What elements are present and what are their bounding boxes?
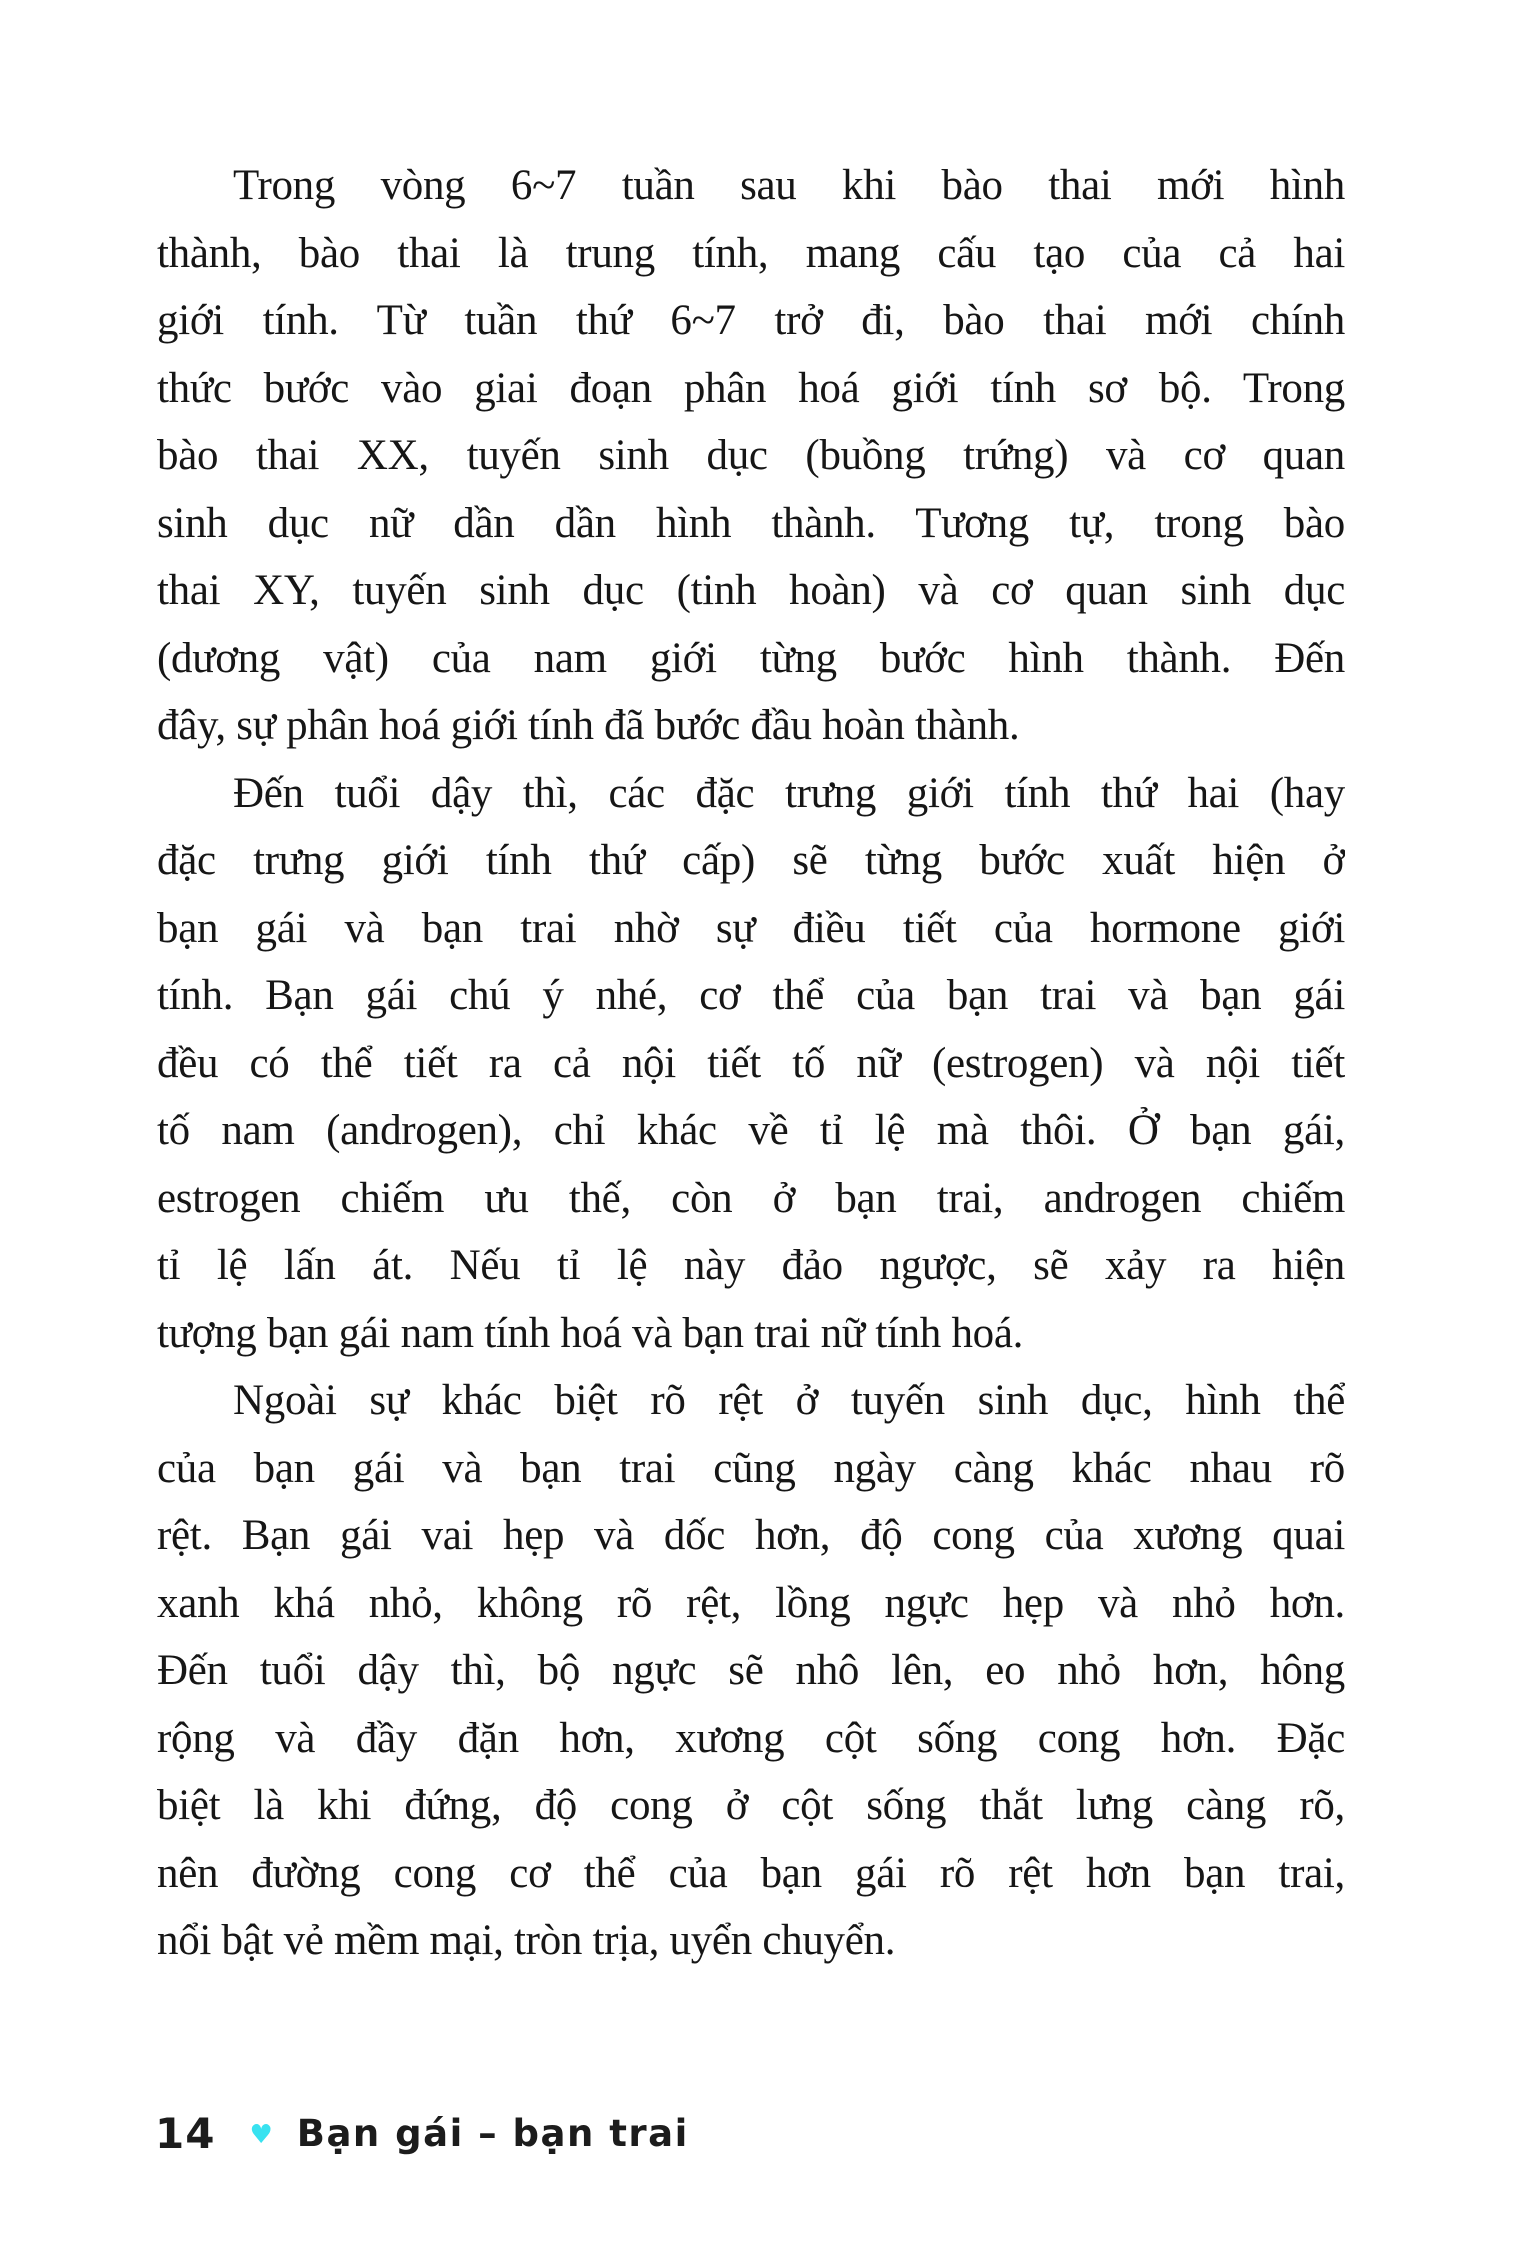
text-line: tỉ lệ lấn át. Nếu tỉ lệ này đảo ngược, sẽ xảy ra hiện xyxy=(157,1242,1345,1289)
text-line: nên đường cong cơ thể của bạn gái rõ rệt hơn bạn trai, xyxy=(157,1849,1345,1897)
text-line: đặc trưng giới tính thứ cấp) sẽ từng bước xuất hiện ở xyxy=(157,837,1345,884)
text-line: Trong vòng 6~7 tuần sau khi bào thai mới hình xyxy=(233,162,1345,209)
text-line: rệt. Bạn gái vai hẹp và dốc hơn, độ cong của xương quai xyxy=(157,1512,1345,1559)
text-line: giới tính. Từ tuần thứ 6~7 trở đi, bào thai mới chính xyxy=(157,297,1345,344)
text-line: bào thai XX, tuyến sinh dục (buồng trứng) và cơ quan xyxy=(157,432,1345,479)
text-line: sinh dục nữ dần dần hình thành. Tương tự, trong bào xyxy=(157,499,1345,547)
text-line: thức bước vào giai đoạn phân hoá giới tính sơ bộ. Trong xyxy=(157,364,1345,412)
text-line: bạn gái và bạn trai nhờ sự điều tiết của hormone giới xyxy=(157,904,1345,952)
text-line: thai XY, tuyến sinh dục (tinh hoàn) và cơ quan sinh dục xyxy=(157,567,1345,614)
paragraph xyxy=(157,152,1345,760)
paragraph xyxy=(157,1367,1345,1975)
text-line: Đến tuổi dậy thì, bộ ngực sẽ nhô lên, eo nhỏ hơn, hông xyxy=(157,1647,1345,1694)
text-line: tính. Bạn gái chú ý nhé, cơ thể của bạn trai và bạn gái xyxy=(157,972,1345,1019)
footer-book-title: Bạn gái – bạn trai xyxy=(296,2111,689,2155)
page-number: 14 xyxy=(155,2108,216,2158)
text-line: đều có thể tiết ra cả nội tiết tố nữ (estrogen) và nội tiết xyxy=(157,1039,1345,1087)
text-line: (dương vật) của nam giới từng bước hình thành. Đến xyxy=(157,634,1345,682)
heart-icon: ♥ xyxy=(249,2120,273,2150)
text-line: tượng bạn gái nam tính hoá và bạn trai nữ tính hoá. xyxy=(157,1309,1024,1357)
paragraph xyxy=(157,760,1345,1368)
text-line: đây, sự phân hoá giới tính đã bước đầu hoàn thành. xyxy=(157,702,1020,749)
text-line: thành, bào thai là trung tính, mang cấu tạo của cả hai xyxy=(157,229,1345,277)
text-line: Đến tuổi dậy thì, các đặc trưng giới tính thứ hai (hay xyxy=(233,769,1345,817)
text-line: Ngoài sự khác biệt rõ rệt ở tuyến sinh dục, hình thể xyxy=(233,1377,1345,1424)
text-line: xanh khá nhỏ, không rõ rệt, lồng ngực hẹp và nhỏ hơn. xyxy=(157,1579,1345,1627)
text-line: của bạn gái và bạn trai cũng ngày càng khác nhau rõ xyxy=(157,1444,1345,1492)
text-line: nổi bật vẻ mềm mại, tròn trịa, uyển chuyển. xyxy=(157,1917,896,1964)
text-line: tố nam (androgen), chỉ khác về tỉ lệ mà thôi. Ở bạn gái, xyxy=(157,1107,1345,1154)
page-footer xyxy=(155,2098,689,2168)
page-body-text xyxy=(157,152,1345,1975)
text-line: rộng và đầy đặn hơn, xương cột sống cong hơn. Đặc xyxy=(157,1714,1345,1762)
text-line: estrogen chiếm ưu thế, còn ở bạn trai, androgen chiếm xyxy=(157,1174,1345,1222)
text-line: biệt là khi đứng, độ cong ở cột sống thắt lưng càng rõ, xyxy=(157,1782,1345,1829)
